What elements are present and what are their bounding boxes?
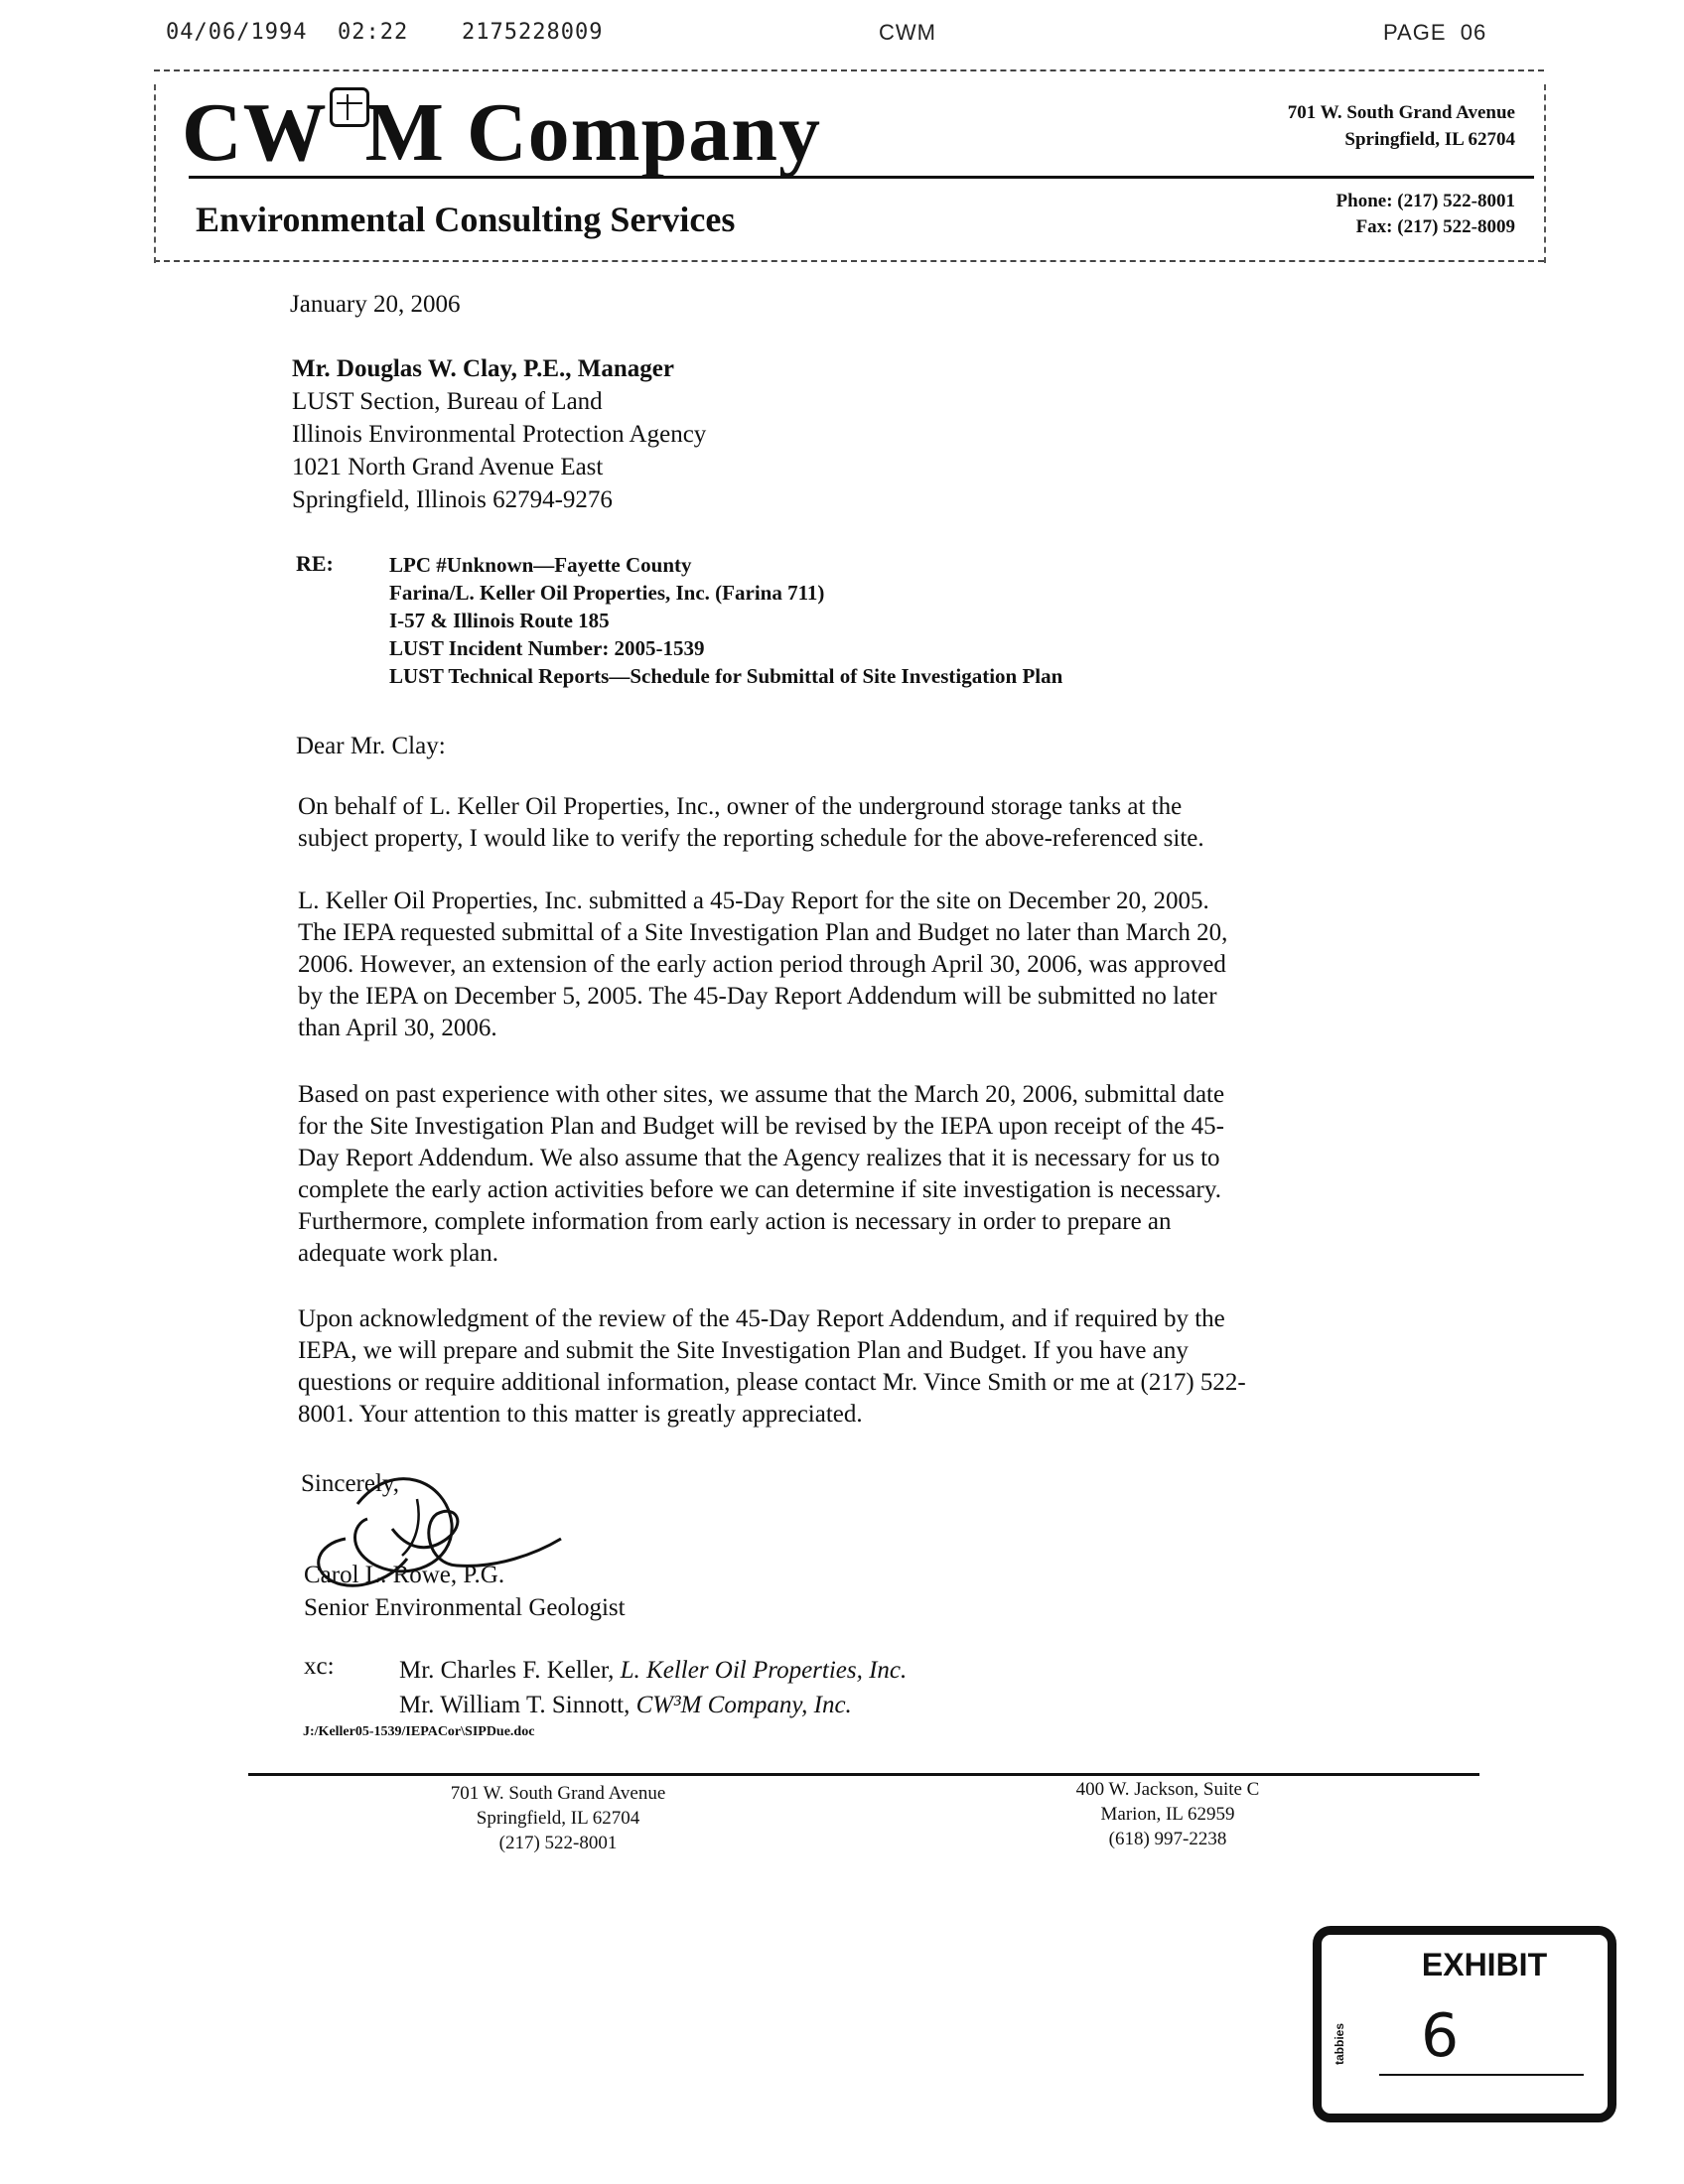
xc-entry xyxy=(399,1688,907,1722)
svg-text:tabbies: tabbies xyxy=(1333,2022,1346,2066)
company-name-part1: CW xyxy=(182,86,328,179)
paragraph-line: IEPA, we will prepare and submit the Site Investigation Plan and Budget. If you have any xyxy=(298,1337,1189,1364)
footer-line: Springfield, IL 62704 xyxy=(476,1808,640,1829)
exhibit-brand-logo xyxy=(1324,2004,1353,2084)
re-line: Farina/L. Keller Oil Properties, Inc. (Farina 711) xyxy=(389,581,825,605)
exhibit-label: EXHIBIT xyxy=(1421,1947,1548,1982)
letterhead-contact xyxy=(1336,189,1515,240)
re-subject-block xyxy=(389,551,1062,690)
paragraph-line: 2006. However, an extension of the early action period through April 30, 2006, was approved xyxy=(298,951,1226,978)
recipient-line: Mr. Douglas W. Clay, P.E., Manager xyxy=(292,355,674,382)
letterhead-phone: Phone: (217) 522-8001 xyxy=(1335,191,1515,211)
letterhead-frame-left xyxy=(154,84,156,263)
footer-line: (217) 522-8001 xyxy=(498,1833,618,1853)
paragraph-line: complete the early action activities before we can determine if site investigation is necessary. xyxy=(298,1176,1221,1203)
signer-name: Carol L. Rowe, P.G. xyxy=(304,1562,505,1588)
company-logo-icon xyxy=(330,87,369,127)
body-paragraph xyxy=(298,886,1227,1044)
fax-phone: 2175228009 xyxy=(462,20,604,45)
xc-label: xc: xyxy=(304,1653,335,1680)
body-paragraph xyxy=(298,791,1204,855)
body-paragraph xyxy=(298,1079,1224,1270)
paragraph-line: Furthermore, complete information from early action is necessary in order to prepare an xyxy=(298,1208,1172,1235)
company-name xyxy=(182,86,822,179)
paragraph-line: Upon acknowledgment of the review of the 45-Day Report Addendum, and if required by the xyxy=(298,1305,1225,1332)
paragraph-line: subject property, I would like to verify the reporting schedule for the above-referenced site. xyxy=(298,825,1204,852)
fax-page-label: PAGE xyxy=(1383,20,1447,45)
footer-line: 701 W. South Grand Avenue xyxy=(450,1783,666,1804)
letterhead-address-line: Springfield, IL 62704 xyxy=(1344,129,1515,150)
re-label: RE: xyxy=(296,551,334,576)
recipient-line: Springfield, Illinois 62794-9276 xyxy=(292,486,613,513)
fax-time: 02:22 xyxy=(338,20,409,45)
paragraph-line: 8001. Your attention to this matter is greatly appreciated. xyxy=(298,1401,863,1428)
xc-entry xyxy=(399,1653,907,1688)
paragraph-line: than April 30, 2006. xyxy=(298,1015,497,1041)
footer-office-marion xyxy=(1029,1777,1307,1851)
xc-name: Mr. Charles F. Keller, xyxy=(399,1657,615,1684)
re-line: LUST Incident Number: 2005-1539 xyxy=(389,636,705,660)
xc-company: CW³M Company, Inc. xyxy=(635,1692,852,1718)
xc-list xyxy=(399,1653,907,1722)
exhibit-number-line xyxy=(1379,2074,1584,2076)
fax-date: 04/06/1994 xyxy=(166,20,308,45)
fax-page-number: 06 xyxy=(1460,20,1487,45)
footer-line: 400 W. Jackson, Suite C xyxy=(1075,1779,1260,1800)
fax-sender: CWM xyxy=(879,20,936,45)
letterhead-frame-top xyxy=(154,69,1544,71)
paragraph-line: Day Report Addendum. We also assume that the Agency realizes that it is necessary for us to xyxy=(298,1145,1220,1171)
closing: Sincerely, xyxy=(301,1470,400,1497)
signer-title: Senior Environmental Geologist xyxy=(304,1594,626,1621)
paragraph-line: for the Site Investigation Plan and Budget will be revised by the IEPA upon receipt of the 45- xyxy=(298,1113,1224,1140)
recipient-line: Illinois Environmental Protection Agency xyxy=(292,421,707,448)
footer-office-springfield xyxy=(409,1781,707,1855)
letterhead-address xyxy=(1288,99,1515,153)
paragraph-line: Based on past experience with other sites, we assume that the March 20, 2006, submittal date xyxy=(298,1081,1225,1108)
footer-line: (618) 997-2238 xyxy=(1108,1829,1227,1849)
recipient-line: 1021 North Grand Avenue East xyxy=(292,454,604,480)
fax-page-indicator xyxy=(1383,20,1486,46)
paragraph-line: by the IEPA on December 5, 2005. The 45-Day Report Addendum will be submitted no later xyxy=(298,983,1217,1010)
paragraph-line: On behalf of L. Keller Oil Properties, Inc., owner of the underground storage tanks at the xyxy=(298,793,1183,820)
letterhead-frame-right xyxy=(1544,84,1546,263)
xc-company: L. Keller Oil Properties, Inc. xyxy=(620,1657,908,1684)
body-paragraph xyxy=(298,1303,1246,1431)
re-line: I-57 & Illinois Route 185 xyxy=(389,609,610,632)
letter-date: January 20, 2006 xyxy=(290,291,461,318)
re-line: LUST Technical Reports—Schedule for Submittal of Site Investigation Plan xyxy=(389,664,1063,688)
recipient-line: LUST Section, Bureau of Land xyxy=(292,388,603,415)
company-tagline: Environmental Consulting Services xyxy=(196,200,736,239)
exhibit-sticker xyxy=(1313,1926,1616,2122)
letterhead-address-line: 701 W. South Grand Avenue xyxy=(1287,102,1515,123)
exhibit-number: 6 xyxy=(1421,2001,1460,2071)
salutation: Dear Mr. Clay: xyxy=(296,733,446,759)
paragraph-line: adequate work plan. xyxy=(298,1240,499,1267)
recipient-block xyxy=(292,352,706,516)
letterhead-frame-bottom xyxy=(154,260,1544,262)
file-path: J:/Keller05-1539/IEPACor\SIPDue.doc xyxy=(303,1724,535,1739)
re-line: LPC #Unknown—Fayette County xyxy=(389,553,692,577)
letterhead-fax: Fax: (217) 522-8009 xyxy=(1355,216,1515,237)
letterhead-rule xyxy=(189,176,1534,179)
footer-rule xyxy=(248,1773,1479,1776)
paragraph-line: The IEPA requested submittal of a Site Investigation Plan and Budget no later than March 20, xyxy=(298,919,1228,946)
company-name-part2: M Company xyxy=(364,86,822,179)
paragraph-line: L. Keller Oil Properties, Inc. submitted a 45-Day Report for the site on December 20, 2005. xyxy=(298,887,1209,914)
paragraph-line: questions or require additional information, please contact Mr. Vince Smith or me at (217) 522- xyxy=(298,1369,1246,1396)
xc-name: Mr. William T. Sinnott, xyxy=(399,1692,631,1718)
footer-line: Marion, IL 62959 xyxy=(1100,1804,1235,1825)
